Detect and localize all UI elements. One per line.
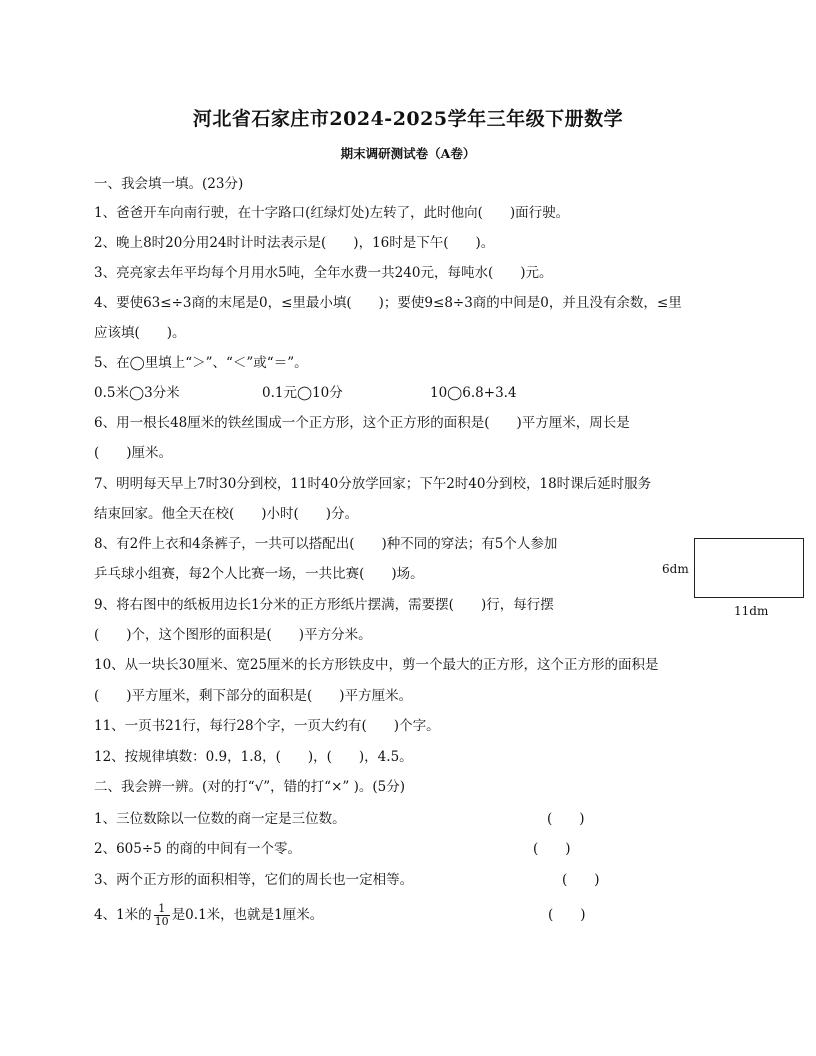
- question-10-line1: 10、从一块长30厘米、宽25厘米的长方形铁皮中，剪一个最大的正方形，这个正方形的面积是: [94, 657, 659, 673]
- question-8-line2: 乒乓球小组赛，每2个人比赛一场，一共比赛( )场。: [94, 566, 424, 582]
- question-7-line1: 7、明明每天早上7时30分到校，11时40分放学回家；下午2时40分到校，18时课后延时服务: [94, 476, 652, 492]
- question-9-line1: 9、将右图中的纸板用边长1分米的正方形纸片摆满，需要摆( )行，每行摆: [94, 597, 554, 613]
- judge-item-3: 3、两个正方形的面积相等，它们的周长也一定相等。: [94, 872, 414, 888]
- question-1: 1、爸爸开车向南行驶，在十字路口(红绿灯处)左转了，此时他向( )面行驶。: [94, 205, 570, 221]
- judge-item-1: 1、三位数除以一位数的商一定是三位数。: [94, 811, 346, 827]
- q5-item-1: 0.5米◯3分米: [94, 385, 180, 401]
- page-title: 河北省石家庄市2024-2025学年三年级下册数学: [192, 108, 624, 130]
- q5-item-2: 0.1元◯10分: [262, 385, 343, 401]
- question-8-line1: 8、有2件上衣和4条裤子，一共可以搭配出( )种不同的穿法；有5个人参加: [94, 536, 558, 552]
- q5-item-3: 10◯6.8+3.4: [430, 385, 517, 401]
- fraction-one-tenth: [154, 903, 170, 928]
- question-11: 11、一页书21行，每行28个字，一页大约有( )个字。: [94, 718, 440, 734]
- question-5: 5、在◯里填上“＞”、“＜”或“＝”。: [94, 355, 308, 371]
- judge-item-4-suffix: 是0.1米，也就是1厘米。: [171, 907, 324, 923]
- question-6-line1: 6、用一根长48厘米的铁丝围成一个正方形，这个正方形的面积是( )平方厘米，周长是: [94, 415, 630, 431]
- fraction-numerator: 1: [154, 903, 170, 916]
- question-7-line2: 结束回家。他全天在校( )小时( )分。: [94, 506, 359, 522]
- judge-answer-bracket-4[interactable]: ( ): [548, 907, 586, 923]
- judge-answer-bracket-2[interactable]: ( ): [533, 841, 571, 857]
- question-4-line1: 4、要使63≤÷3商的末尾是0，≤里最小填( )；要使9≤8÷3商的中间是0，并且没有余数，≤里: [94, 295, 682, 311]
- figure-height-label: 6dm: [662, 562, 689, 576]
- question-10-line2: ( )平方厘米，剩下部分的面积是( )平方厘米。: [94, 688, 413, 704]
- judge-answer-bracket-3[interactable]: ( ): [562, 872, 600, 888]
- judge-answer-bracket-1[interactable]: ( ): [547, 811, 585, 827]
- fraction-denominator: 10: [154, 915, 169, 928]
- question-9-line2: ( )个，这个图形的面积是( )平方分米。: [94, 627, 372, 643]
- question-12: 12、按规律填数：0.9，1.8，( )，( )，4.5。: [94, 749, 413, 765]
- judge-item-4: [94, 903, 323, 928]
- section2-heading: 二、我会辨一辨。(对的打“√”，错的打“×” )。(5分): [94, 779, 405, 795]
- question-2: 2、晚上8时20分用24时计时法表示是( )，16时是下午( )。: [94, 235, 495, 251]
- judge-item-2: 2、605÷5 的商的中间有一个零。: [94, 841, 302, 857]
- page-subtitle: 期末调研测试卷（A卷）: [340, 146, 476, 161]
- judge-item-4-prefix: 4、1米的: [94, 907, 152, 923]
- question-3: 3、亮亮家去年平均每个月用水5吨，全年水费一共240元，每吨水( )元。: [94, 265, 553, 281]
- figure-width-label: 11dm: [734, 604, 769, 618]
- cardboard-rectangle-figure: [694, 538, 804, 598]
- section1-heading: 一、我会填一填。(23分): [94, 176, 244, 192]
- question-4-line2: 应该填( )。: [94, 325, 186, 341]
- question-6-line2: ( )厘米。: [94, 445, 173, 461]
